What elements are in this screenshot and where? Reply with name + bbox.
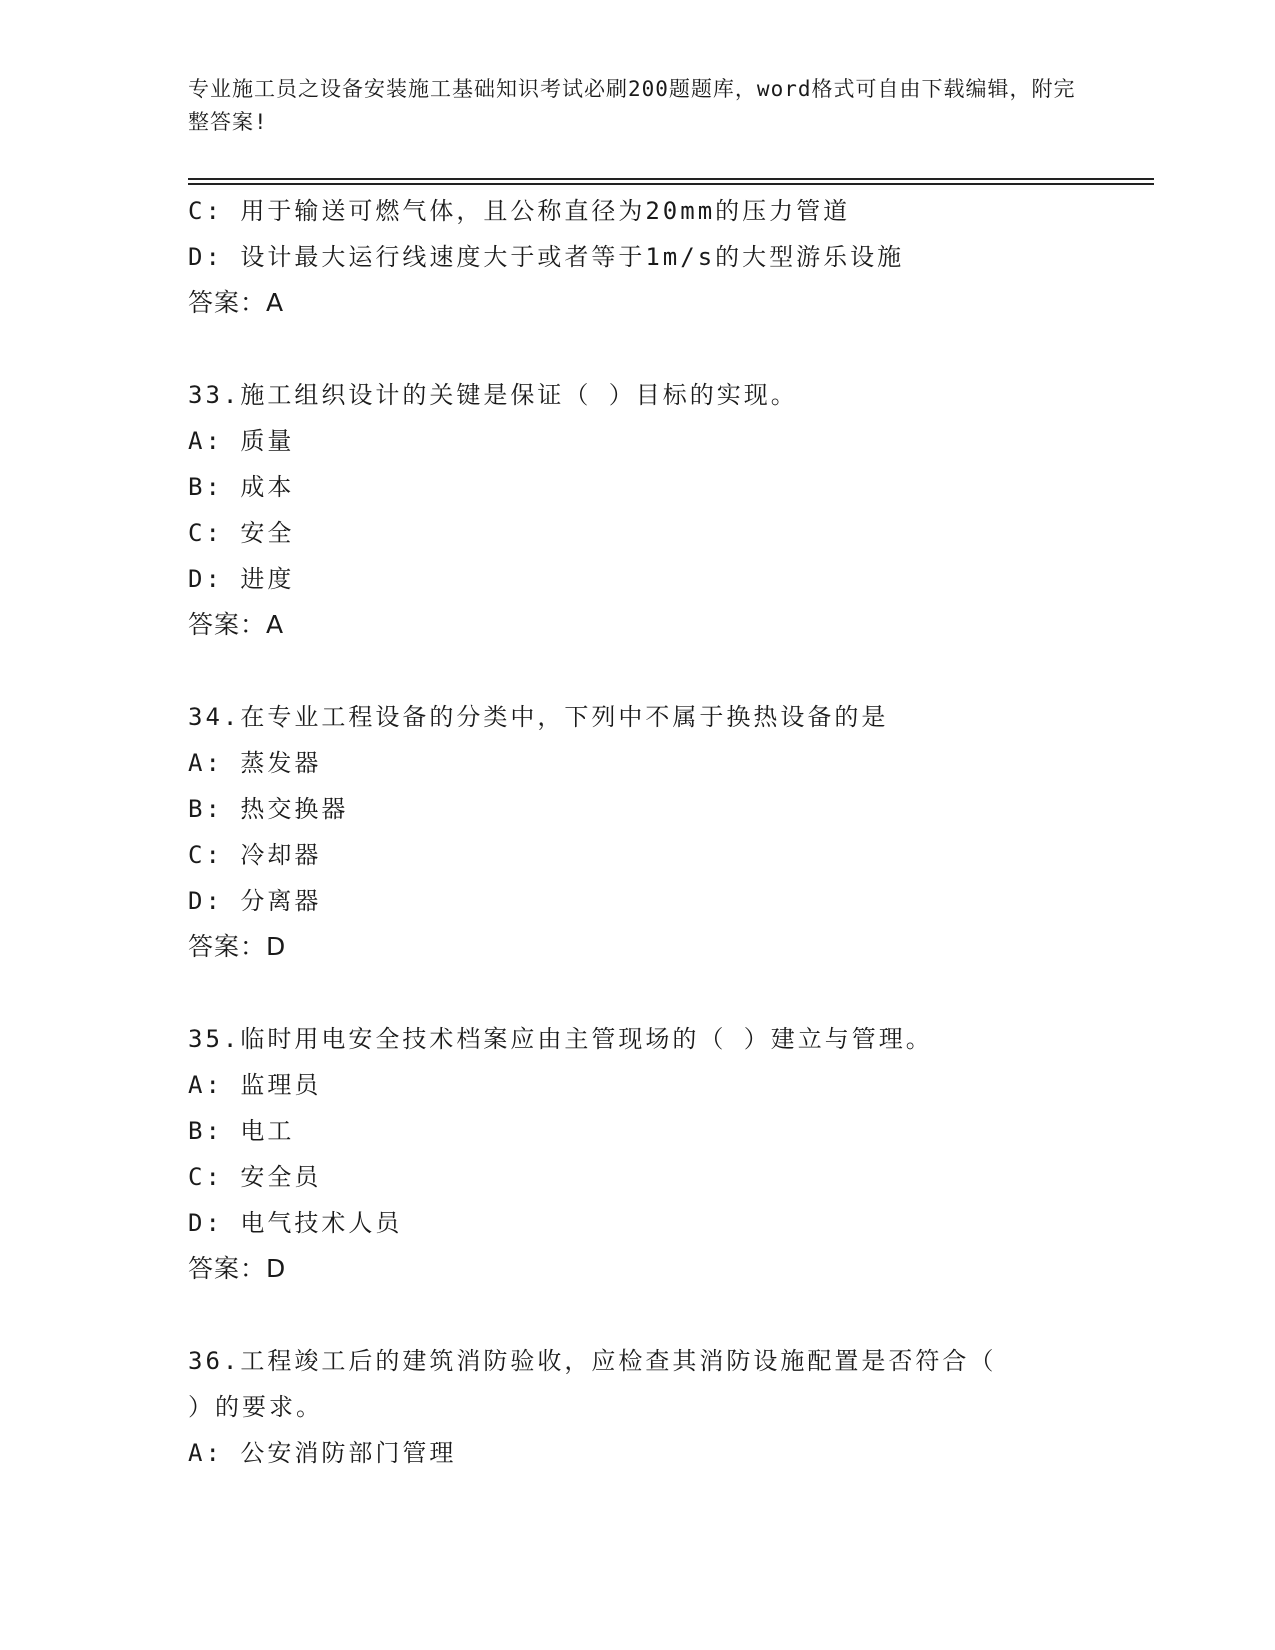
option-a: A: 蒸发器 <box>188 749 322 777</box>
question-35 <box>188 1016 1118 1292</box>
option-d: D: 进度 <box>188 565 295 593</box>
answer-label: 答案：A <box>188 610 285 639</box>
answer-label: 答案：D <box>188 1254 287 1283</box>
option-b: B: 电工 <box>188 1117 295 1145</box>
question-32-tail <box>188 188 1118 326</box>
question-33 <box>188 372 1118 648</box>
question-stem: 33.施工组织设计的关键是保证（ ）目标的实现。 <box>188 381 798 409</box>
question-34 <box>188 694 1118 970</box>
question-36 <box>188 1338 1118 1476</box>
option-d: D: 设计最大运行线速度大于或者等于1m/s的大型游乐设施 <box>188 243 905 271</box>
option-a: A: 监理员 <box>188 1071 322 1099</box>
option-c: C: 安全员 <box>188 1163 322 1191</box>
option-b: B: 成本 <box>188 473 295 501</box>
question-list <box>188 188 1118 1476</box>
spacer <box>188 970 1118 1016</box>
option-b: B: 热交换器 <box>188 795 349 823</box>
question-stem: 34.在专业工程设备的分类中，下列中不属于换热设备的是 <box>188 703 889 731</box>
option-d: D: 电气技术人员 <box>188 1209 403 1237</box>
question-stem: 36.工程竣工后的建筑消防验收，应检查其消防设施配置是否符合（ ）的要求。 <box>188 1347 1014 1421</box>
header-divider-top <box>188 178 1154 180</box>
answer-label: 答案：A <box>188 288 285 317</box>
spacer <box>188 326 1118 372</box>
option-a: A: 质量 <box>188 427 295 455</box>
document-header: 专业施工员之设备安装施工基础知识考试必刷200题题库，word格式可自由下载编辑，附完整答案! <box>188 77 1076 134</box>
spacer <box>188 1292 1118 1338</box>
option-c: C: 用于输送可燃气体，且公称直径为20mm的压力管道 <box>188 197 851 225</box>
spacer <box>188 648 1118 694</box>
answer-label: 答案：D <box>188 932 287 961</box>
header-divider-bottom <box>188 183 1154 185</box>
option-d: D: 分离器 <box>188 887 322 915</box>
question-stem: 35.临时用电安全技术档案应由主管现场的（ ）建立与管理。 <box>188 1025 933 1053</box>
option-c: C: 安全 <box>188 519 295 547</box>
option-c: C: 冷却器 <box>188 841 322 869</box>
option-a: A: 公安消防部门管理 <box>188 1439 457 1467</box>
